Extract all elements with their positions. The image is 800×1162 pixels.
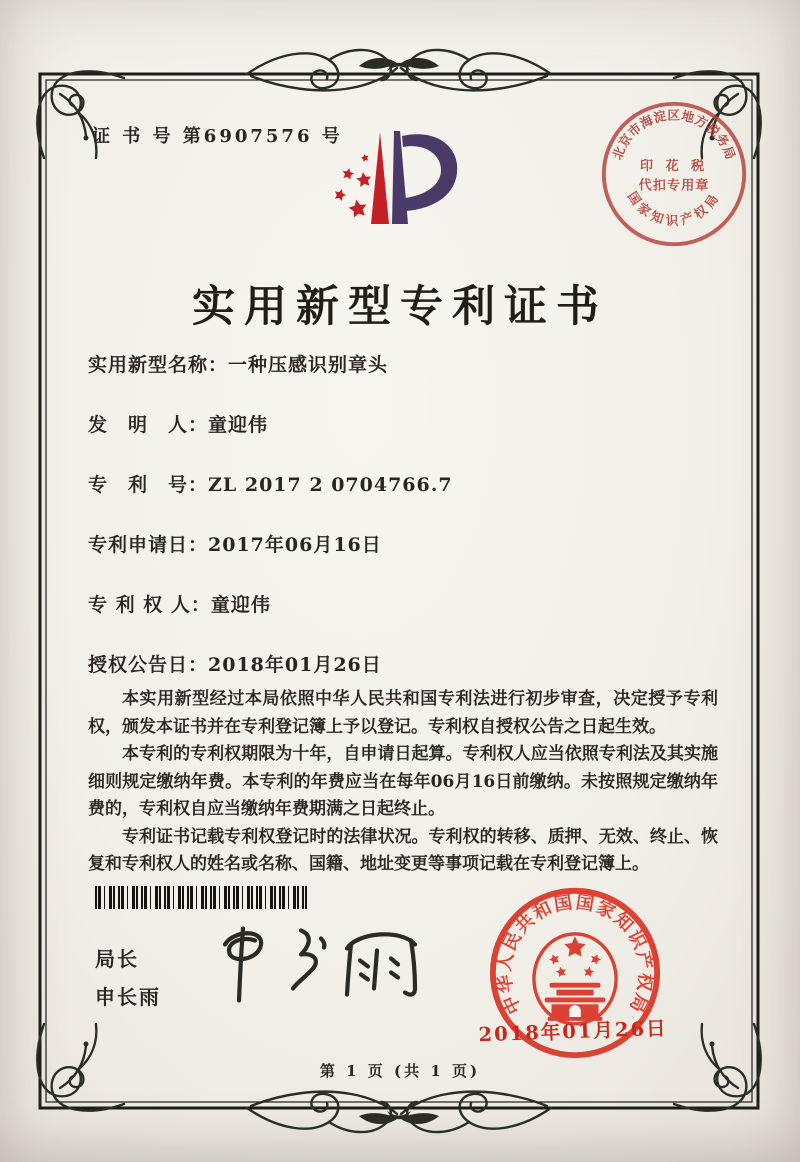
seal-date: 2018年01月26日 — [478, 1016, 668, 1047]
cnipa-logo-icon — [318, 116, 498, 236]
certificate-title: 实用新型专利证书 — [192, 281, 608, 332]
center-flourish-top — [247, 50, 551, 90]
field-label: 发 明 人： — [88, 414, 209, 436]
legal-paragraph-3: 专利证书记载专利权登记时的法律状况。专利权的转移、质押、无效、终止、恢复和专利权人的姓名或名称、国籍、地址变更等事项记载在专利登记簿上。 — [88, 826, 718, 874]
field-value: 2017年06月16日 — [208, 534, 382, 556]
seal-ring-text: 中华人民共和国国家知识产权局 — [493, 891, 657, 1018]
field-label: 专 利 号： — [88, 474, 209, 496]
field-value: ZL 2017 2 0704766.7 — [208, 474, 453, 496]
national-emblem — [534, 934, 616, 1024]
field-value: 童迎伟 — [210, 594, 271, 616]
signer-name: 申长雨 — [95, 985, 161, 1009]
signer-block — [95, 940, 161, 1016]
logo-stars-and-wedge — [333, 132, 389, 224]
tax-stamp-ring-text: 北京市海淀区地方税务局 — [609, 107, 739, 162]
legal-paragraph-2: 本专利的专利权期限为十年，自申请日起算。专利权人应当依照专利法及其实施细则规定缴纳年费。本专利的年费应当在每年06月16日前缴纳。未按照规定缴纳年费的，专利权自应当缴纳年费期满之日起终止。 — [88, 744, 718, 819]
field-label: 授权公告日： — [88, 654, 209, 676]
field-label: 专利申请日： — [88, 534, 209, 556]
tax-stamp-line2: 代扣专用章 — [638, 178, 710, 194]
field-label: 专 利 权 人： — [88, 594, 211, 616]
tax-withholding-stamp — [596, 96, 752, 252]
field-utility-model-name — [88, 350, 728, 410]
page-number: 第 1 页 (共 1 页) — [319, 1062, 481, 1080]
signer-title: 局长 — [95, 947, 139, 971]
field-value: 童迎伟 — [208, 414, 269, 436]
tax-stamp-line1: 印 花 税 — [639, 159, 709, 175]
center-flourish-bottom — [247, 1092, 551, 1132]
field-value: 2018年01月26日 — [208, 654, 382, 676]
field-inventor — [88, 410, 728, 470]
tax-stamp-bottom-text: 国家知识产权局 — [624, 188, 724, 228]
handwritten-signature — [205, 912, 445, 1017]
logo-p-shape — [392, 131, 457, 224]
barcode-graphic — [95, 886, 307, 909]
field-label: 实用新型名称： — [88, 354, 229, 376]
field-patentee — [88, 590, 728, 650]
field-value: 一种压感识别章头 — [228, 354, 389, 376]
legal-text-block — [88, 686, 718, 879]
field-application-date — [88, 530, 728, 590]
certificate-number: 证 书 号 第6907576 号 — [92, 126, 343, 147]
field-patent-number — [88, 470, 728, 530]
certificate-fields — [88, 350, 728, 710]
legal-paragraph-1: 本实用新型经过本局依照中华人民共和国专利法进行初步审查，决定授予专利权，颁发本证书并在专利登记簿上予以登记。专利权自授权公告之日起生效。 — [88, 689, 718, 737]
